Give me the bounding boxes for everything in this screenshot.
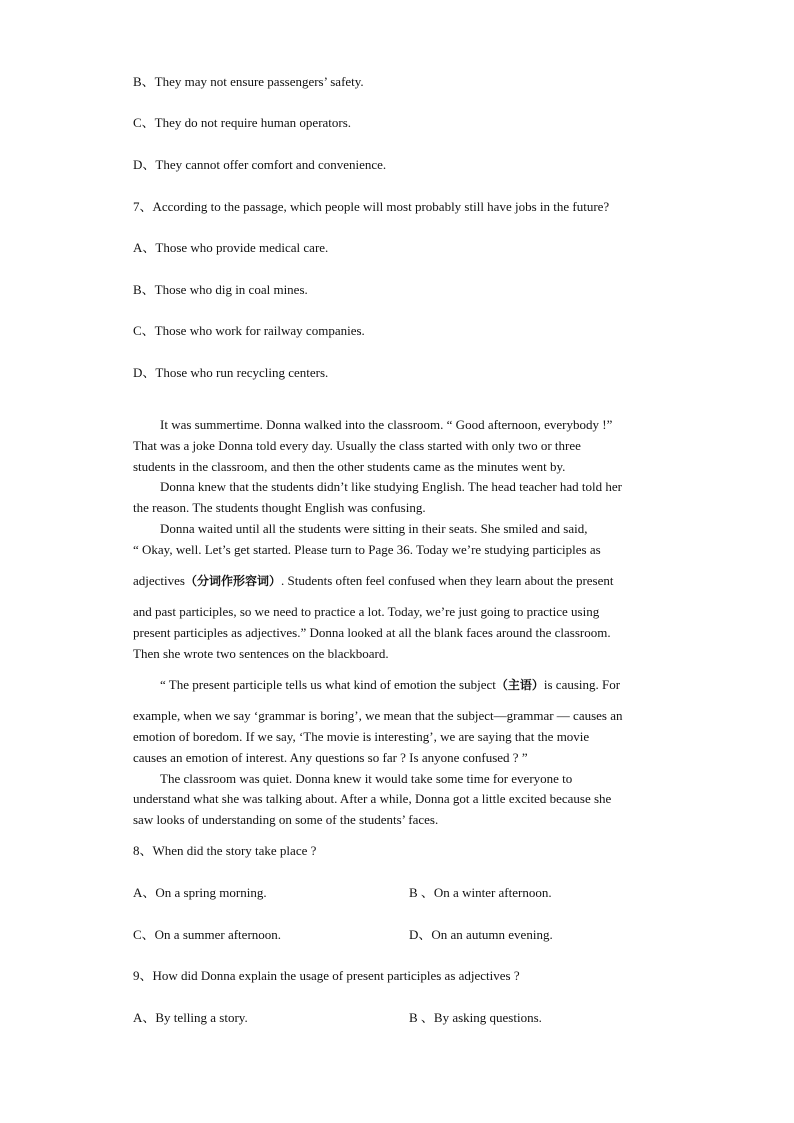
q9-option-a: A、By telling a story. (133, 1010, 248, 1025)
q7-option-b: B、Those who dig in coal mines. (133, 282, 308, 297)
passage-line: the reason. The students thought English was confusing. (133, 500, 426, 515)
q6-option-c: C、They do not require human operators. (133, 115, 352, 130)
q7-option-c: C、Those who work for railway companies. (133, 323, 365, 338)
passage-line: It was summertime. Donna walked into the classroom. “ Good afternoon, everybody !” (160, 417, 613, 432)
q7-option-d: D、Those who run recycling centers. (133, 365, 329, 380)
passage-text: is causing. For (543, 677, 621, 692)
chinese-gloss: （分词作形容词） (184, 574, 281, 588)
passage-line: present participles as adjectives.” Donna looked at all the blank faces around the classroom. (133, 625, 611, 640)
passage-line: The classroom was quiet. Donna knew it would take some time for everyone to (160, 771, 573, 786)
passage-line: Then she wrote two sentences on the blackboard. (133, 646, 389, 661)
q8-stem: 8、When did the story take place ? (133, 843, 317, 858)
passage-line: causes an emotion of interest. Any questions so far ? Is anyone confused ? ” (133, 750, 528, 765)
passage-text: . Students often feel confused when they learn about the present (281, 573, 614, 588)
passage-line: “ Okay, well. Let’s get started. Please turn to Page 36. Today we’re studying participles as (133, 542, 601, 557)
passage-text: adjectives (133, 573, 185, 588)
passage-line (133, 573, 613, 589)
q7-option-a: A、Those who provide medical care. (133, 240, 329, 255)
q8-option-a: A、On a spring morning. (133, 885, 267, 900)
q8-option-b: B 、On a winter afternoon. (409, 885, 552, 900)
passage-line: saw looks of understanding on some of the students’ faces. (133, 812, 439, 827)
passage-line: and past participles, so we need to practice a lot. Today, we’re just going to practice using (133, 604, 600, 619)
passage-line: Donna waited until all the students were sitting in their seats. She smiled and said, (160, 521, 588, 536)
q6-option-b: B、They may not ensure passengers’ safety. (133, 74, 364, 89)
q8-option-c: C、On a summer afternoon. (133, 927, 282, 942)
passage-line (160, 677, 620, 693)
q8-option-d: D、On an autumn evening. (409, 927, 553, 942)
passage-line: Donna knew that the students didn’t like studying English. The head teacher had told her (160, 479, 623, 494)
passage-line: students in the classroom, and then the other students came as the minutes went by. (133, 459, 566, 474)
passage-line: understand what she was talking about. After a while, Donna got a little excited because she (133, 791, 612, 806)
passage-line: That was a joke Donna told every day. Usually the class started with only two or three (133, 438, 581, 453)
chinese-gloss: （主语） (495, 678, 544, 692)
passage-line: example, when we say ‘grammar is boring’, we mean that the subject—grammar — causes an (133, 708, 623, 723)
q9-stem: 9、How did Donna explain the usage of present participles as adjectives ? (133, 968, 520, 983)
q7-stem: 7、According to the passage, which people will most probably still have jobs in the future? (133, 199, 610, 214)
q9-option-b: B 、By asking questions. (409, 1010, 542, 1025)
passage-text: “ The present participle tells us what kind of emotion the subject (160, 677, 496, 692)
passage-line: emotion of boredom. If we say, ‘The movie is interesting’, we are saying that the movie (133, 729, 590, 744)
q6-option-d: D、They cannot offer comfort and convenience. (133, 157, 387, 172)
